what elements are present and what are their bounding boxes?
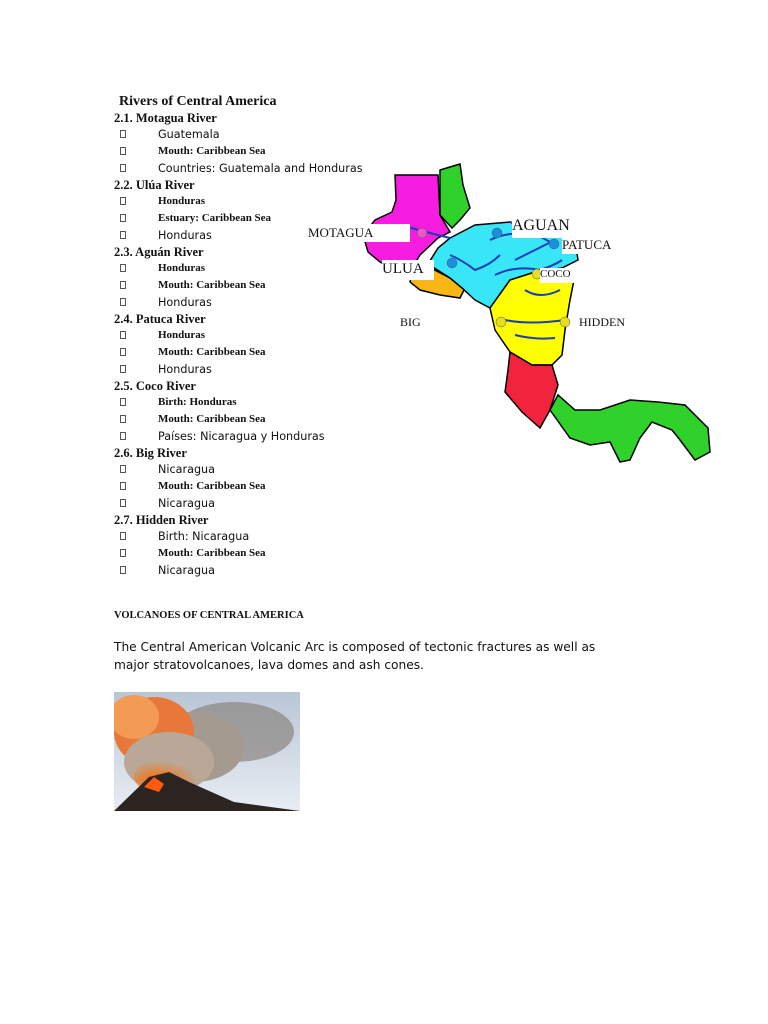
river-section (114, 512, 434, 579)
list-item-text: Honduras (158, 363, 212, 376)
marker-hidden (560, 317, 570, 327)
marker-patuca (549, 239, 559, 249)
map-label-ulua: ULUA (382, 260, 434, 280)
bullet-icon (120, 365, 126, 373)
bullet-icon (120, 298, 126, 306)
bullet-icon (120, 432, 126, 440)
bullet-icon (120, 197, 126, 205)
river-heading: 2.2. Ulúa River (114, 178, 195, 192)
map-label-motagua: MOTAGUA (308, 224, 410, 242)
river-heading: 2.6. Big River (114, 446, 187, 460)
bullet-icon (120, 499, 126, 507)
list-item (114, 495, 434, 512)
volcano-photo (114, 692, 300, 811)
central-america-map (300, 160, 720, 470)
list-item-text: Nicaragua (158, 564, 215, 577)
list-item-text: Countries: Guatemala and Honduras (158, 162, 363, 175)
list-item-text: Mouth: Caribbean Sea (158, 145, 266, 157)
list-item-text: Nicaragua (158, 497, 215, 510)
list-item-text: Mouth: Caribbean Sea (158, 413, 266, 425)
list-item-text: Guatemala (158, 128, 220, 141)
marker-big (496, 317, 506, 327)
list-item-text: Nicaragua (158, 463, 215, 476)
bullet-icon (120, 566, 126, 574)
marker-aguan (492, 228, 502, 238)
volcanoes-heading: VOLCANOES OF CENTRAL AMERICA (114, 610, 304, 621)
list-item-text: Honduras (158, 195, 206, 207)
list-item-text: Birth: Honduras (158, 396, 237, 408)
list-item (114, 126, 434, 143)
list-item-text: Países: Nicaragua y Honduras (158, 430, 325, 443)
list-item-text: Mouth: Caribbean Sea (158, 480, 266, 492)
bullet-icon (120, 231, 126, 239)
bullet-icon (120, 532, 126, 540)
map-label-aguan: AGUAN (512, 216, 584, 238)
document-title: Rivers of Central America (119, 94, 277, 109)
list-item-text: Mouth: Caribbean Sea (158, 346, 266, 358)
list-item-text: Birth: Nicaragua (158, 530, 250, 543)
bullet-icon (120, 264, 126, 272)
bullet-icon (120, 331, 126, 339)
list-item (114, 562, 434, 579)
list-item (114, 528, 434, 545)
river-heading: 2.7. Hidden River (114, 513, 209, 527)
map-label-hidden: HIDDEN (579, 315, 697, 331)
list-item (114, 545, 434, 562)
panama-region (550, 395, 710, 462)
bullet-icon (120, 164, 126, 172)
list-item-text: Honduras (158, 229, 212, 242)
belize-region (440, 164, 470, 228)
river-heading: 2.1. Motagua River (114, 111, 217, 125)
list-item (114, 478, 434, 495)
list-item-text: Estuary: Caribbean Sea (158, 212, 272, 224)
list-item-text: Honduras (158, 329, 206, 341)
bullet-icon (120, 214, 126, 222)
list-item-text: Honduras (158, 262, 206, 274)
map-label-coco: COCO (540, 268, 605, 283)
list-item-text: Mouth: Caribbean Sea (158, 279, 266, 291)
list-item-text: Honduras (158, 296, 212, 309)
bullet-icon (120, 482, 126, 490)
bullet-icon (120, 147, 126, 155)
volcano-illustration (114, 692, 300, 811)
bullet-icon (120, 130, 126, 138)
bullet-icon (120, 465, 126, 473)
bullet-icon (120, 348, 126, 356)
list-item-text: Mouth: Caribbean Sea (158, 547, 266, 559)
bullet-icon (120, 549, 126, 557)
map-label-big: BIG (400, 315, 490, 331)
list-item (114, 143, 434, 160)
marker-motagua (417, 228, 427, 238)
volcanoes-paragraph: The Central American Volcanic Arc is composed of tectonic fractures as well as major stratovolcanoes, lava domes and ash cones. (114, 640, 596, 672)
marker-ulua (447, 258, 457, 268)
bullet-icon (120, 415, 126, 423)
bullet-icon (120, 281, 126, 289)
bullet-icon (120, 398, 126, 406)
map-label-patuca: PATUCA (562, 237, 650, 254)
river-heading: 2.3. Aguán River (114, 245, 204, 259)
river-heading: 2.4. Patuca River (114, 312, 206, 326)
river-heading: 2.5. Coco River (114, 379, 196, 393)
